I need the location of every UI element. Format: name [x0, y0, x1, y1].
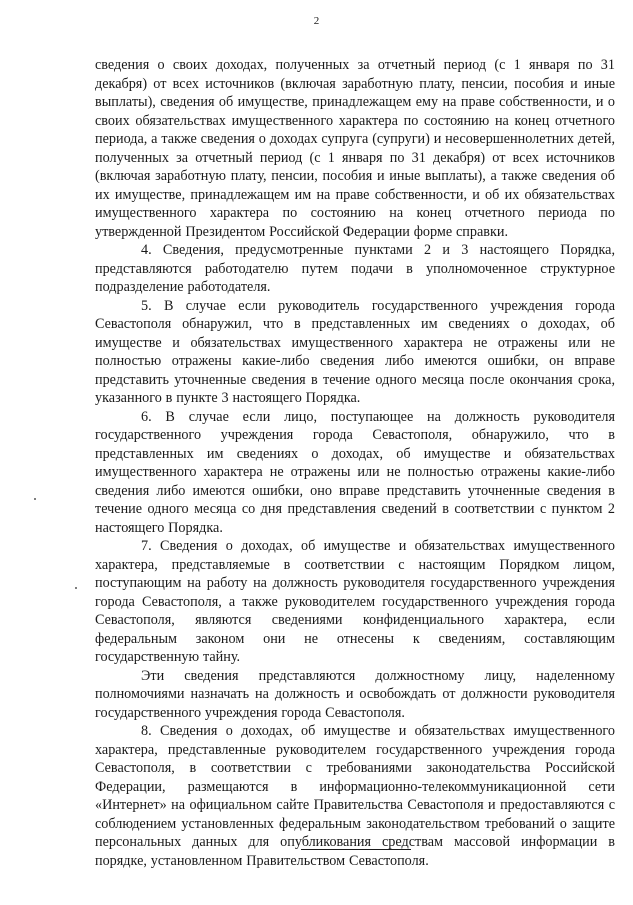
paragraph-item-5: 5. В случае если руководитель государственного учреждения города Севастополя обнаружил, что в представленных им сведениях о доходах, об имуществе и обязательствах имущественного характера не отражены или не полностью отражены какие-либо сведения либо имеются ошибки, он вправе представить уточненные сведения в течение одного месяца после окончания срока, указанного в пункте 3 настоящего Порядка. — [95, 297, 615, 406]
paragraph-item-4: 4. Сведения, предусмотренные пунктами 2 и 3 настоящего Порядка, представляются работодателю путем подачи в уполномоченное структурное подразделение работодателя. — [95, 242, 615, 295]
document-body — [95, 56, 615, 870]
paragraph-item-6: 6. В случае если лицо, поступающее на должность руководителя государственного учреждения города Севастополя, обнаружило, что в представленных им сведениях о доходах, об имуществе и обязательствах имущественного характера не отражены или не полностью отражены какие-либо сведения либо имеются ошибки, оно вправе представить уточненные сведения в течение одного месяца со дня представления сведений в соответствии с пунктом 2 настоящего Порядка. — [95, 408, 615, 536]
paragraph-item-7-continued: Эти сведения представляются должностному лицу, наделенному полномочиями назначать на должность и освобождать от должности руководителя государственного учреждения города Севастополя. — [95, 667, 615, 721]
paragraph-continuation: сведения о своих доходах, полученных за отчетный период (с 1 января по 31 декабря) от всех источников (включая заработную плату, пенсии, пособия и иные выплаты), сведения об имуществе, принадлежащем ему на праве собственности, и о своих обязательствах имущественного характера по состоянию на конец отчетного периода, а также сведения о доходах супруга (супруги) и несовершеннолетних детей, полученных за отчетный период (с 1 января по 31 декабря) от всех источников (включая заработную плату, пенсии, пособия и иные выплаты), а также сведения об их имуществе, принадлежащем им на праве собственности, и об их обязательствах имущественного характера по состоянию на конец отчетного периода по утвержденной Президентом Российской Федерации форме справки. — [95, 57, 615, 240]
scan-speck — [34, 498, 36, 500]
paragraph-item-8: 8. Сведения о доходах, об имуществе и обязательствах имущественного характера, представленные руководителем государственного учреждения города Севастополя, в соответствии с требованиями законодательства Российской Федерации, размещаются в информационно-телекоммуникационной сети «Интернет» на официальном сайте Правительства Севастополя и предоставляются с соблюдением установленных федеральным законодательством требований о защите персональных данных для опубликования средствам массовой информации в порядке, установленном Правительством Севастополя. — [95, 723, 615, 869]
closing-rule — [301, 849, 411, 850]
scan-speck — [75, 587, 77, 589]
page-number: 2 — [313, 15, 320, 27]
paragraph-item-7: 7. Сведения о доходах, об имуществе и обязательствах имущественного характера, представляемые в соответствии с настоящим Порядком лицом, поступающим на работу на должность руководителя государственного учреждения города Севастополя, а также руководителем государственного учреждения города Севастополя, являются сведениями конфиденциального характера, если федеральным законом они не отнесены к сведениям, составляющим государственную тайну. — [95, 538, 615, 665]
